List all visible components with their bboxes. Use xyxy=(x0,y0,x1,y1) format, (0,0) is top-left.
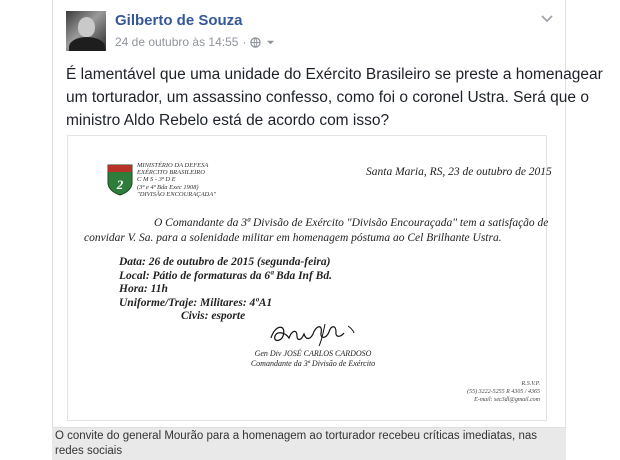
ministry-line: MINISTÉRIO DA DEFESA xyxy=(137,162,209,169)
handwritten-signature xyxy=(263,316,393,350)
author-name-link[interactable]: Gilberto de Souza xyxy=(115,12,243,29)
ministry-line: EXÉRCITO BRASILEIRO xyxy=(137,169,205,177)
signer-block xyxy=(218,349,408,369)
post-text-line: É lamentável que uma unidade do Exército Brasileiro se preste a homenagear xyxy=(66,66,603,83)
signer-name: Gen Div JOSÉ CARLOS CARDOSO xyxy=(254,349,372,358)
event-dress-civilian: Civis: esporte xyxy=(181,310,246,322)
invitation-image[interactable] xyxy=(67,135,552,421)
author-avatar[interactable] xyxy=(66,11,106,51)
event-details xyxy=(119,256,332,324)
rsvp-label: R.S.V.P. xyxy=(521,381,540,387)
avatar-face xyxy=(78,17,95,37)
event-time: Hora: 11h xyxy=(119,283,168,295)
signer-title: Comandante da 3ª Divisão de Exército xyxy=(250,359,376,368)
post-timestamp-link[interactable]: 24 de outubro às 14:55 xyxy=(115,35,239,49)
ministry-header xyxy=(137,162,216,198)
rsvp-phone: (55) 3222-5255 R 4305 / 4365 xyxy=(467,389,540,395)
invite-line: convidar V. Sa. para a solenidade militar em homenagem póstuma ao Cel Brilhante Ustra. xyxy=(84,232,502,244)
image-caption: O convite do general Mourão para a homenagem ao torturador recebeu críticas imediatas, nas redes sociais xyxy=(52,428,566,460)
invitation-text xyxy=(84,216,549,246)
post-body-text xyxy=(66,63,603,132)
event-dress-military: Uniforme/Traje: Militares: 4ºA1 xyxy=(119,296,273,309)
crest-number: 2 xyxy=(116,177,124,192)
ministry-line: (3ª e 4ª Bda Exec 1908) xyxy=(137,183,199,191)
invite-line: O Comandante da 3ª Divisão de Exército "Divisão Encouraçada" tem a satisfação de xyxy=(154,217,549,229)
globe-icon[interactable] xyxy=(250,37,261,48)
post-text-line: ministro Aldo Rebelo está de acordo com isso? xyxy=(66,112,390,129)
avatar-shoulders xyxy=(69,37,105,51)
meta-separator: · xyxy=(242,35,247,49)
letter-place-date: Santa Maria, RS, 23 de outubro de 2015 xyxy=(366,166,552,178)
rsvp-email: E-mail: sec3dl@gmail.com xyxy=(474,397,540,403)
caret-down-icon[interactable] xyxy=(266,38,275,47)
ministry-line: "DIVISÃO ENCOURAÇADA" xyxy=(137,190,216,198)
post-meta xyxy=(115,35,275,49)
post-text-line: um torturador, um assassino confesso, como foi o coronel Ustra. Será que o xyxy=(66,89,589,106)
event-location: Local: Pátio de formaturas da 6ª Bda Inf Bd. xyxy=(119,269,332,282)
army-crest-icon xyxy=(107,164,133,196)
facebook-post xyxy=(52,0,603,428)
event-date: Data: 26 de outubro de 2015 (segunda-feira) xyxy=(119,256,331,268)
rsvp-block xyxy=(450,380,540,404)
chevron-down-icon[interactable] xyxy=(541,14,553,24)
ministry-line: C M S - 3ª D E xyxy=(137,176,176,184)
